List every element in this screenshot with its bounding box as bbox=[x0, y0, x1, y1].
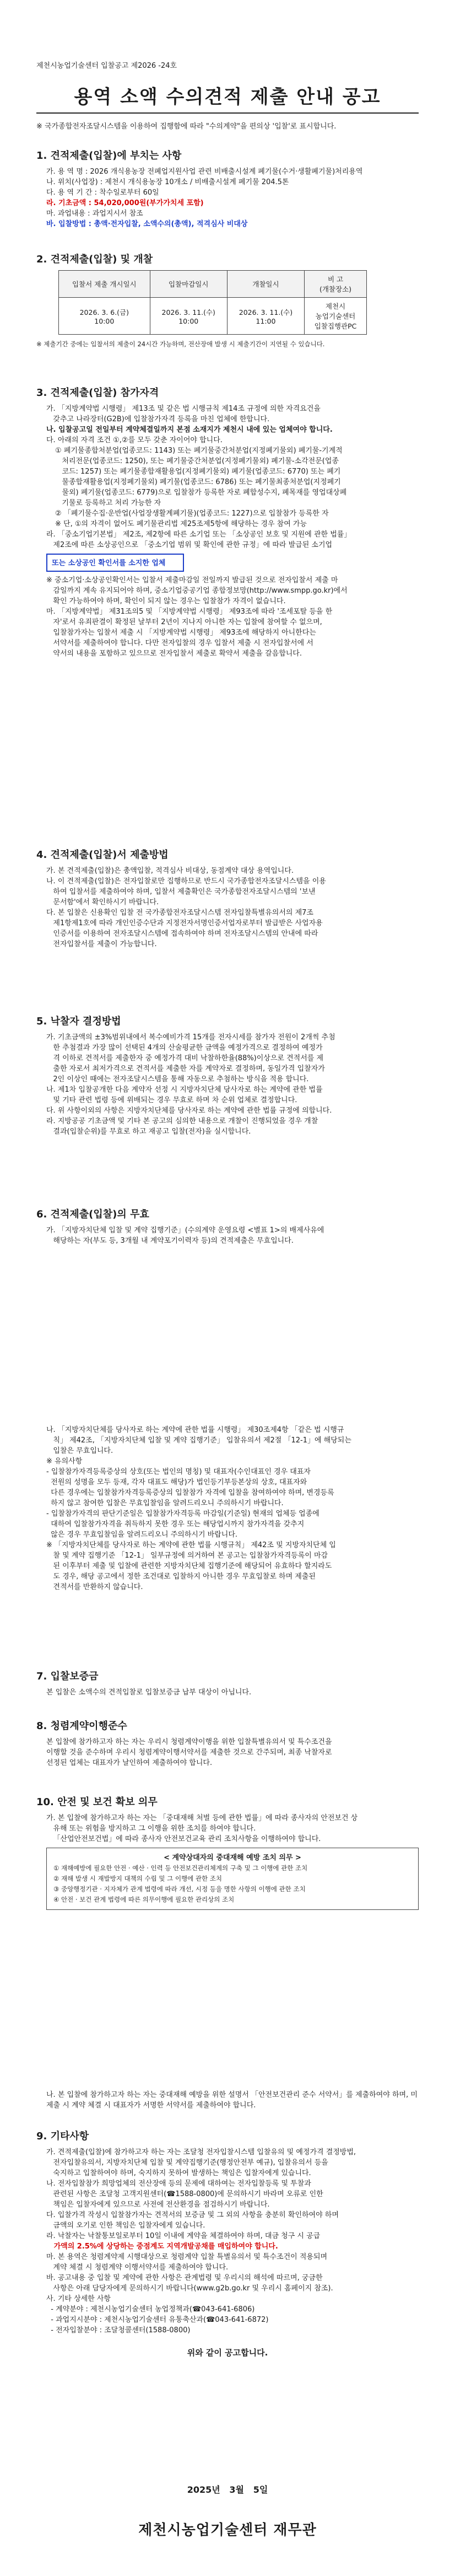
s6-line: 가. 「지방자치단체 입찰 및 계약 집행기준」(수의계약 운영요령 <별표 1>의 배제사유에 bbox=[46, 1226, 324, 1235]
safety-box-item: ④ 안전 · 보건 관계 법령에 따른 의무이행에 필요한 관리상의 조치 bbox=[53, 1896, 235, 1903]
s3-line: ① 폐기물종합처분업(업종코드: 1143) 또는 폐기물중간처분업(지정폐기물외) 폐기물-기계적 bbox=[55, 447, 343, 455]
schedule-table bbox=[58, 270, 367, 335]
s6-line2: ※ 「지방자치단체를 당사자로 하는 계약에 관한 법률 시행규칙」 제42조 및 지방자치단체 입 bbox=[46, 1541, 336, 1549]
s6-line2: 전원의 성명을 모두 등재, 각자 대표도 해당)가 법인등기부등본상의 상호, 대표자와 bbox=[46, 1478, 307, 1486]
section-6-continued bbox=[36, 1425, 419, 1592]
s4-line: 인증서를 이용하여 전자조달시스템에 접속하여야 하며 전자조달시스템의 안내에 따라 bbox=[46, 930, 318, 938]
section-4-title: 4. 견적제출(입찰)서 제출방법 bbox=[36, 849, 169, 861]
title-divider bbox=[36, 112, 419, 114]
s9-line: - 계약분야 : 제천시농업기술센터 농업정책과(☎043-641-6806) bbox=[46, 2305, 255, 2314]
schedule-header: 개찰일시 bbox=[227, 271, 304, 298]
s7-line: 본 입찰은 소액수의 견적입찰로 입찰보증금 납부 대상이 아닙니다. bbox=[46, 1688, 252, 1697]
s3-line: 기물로 등록하고 처리 가능한 자 bbox=[55, 499, 161, 507]
s9-line: 금액의 오기로 인한 책임은 입찰자에게 있습니다. bbox=[46, 2221, 205, 2230]
s5-line: 격 이하로 견적서를 제출한자 중 예정가격 대비 낙찰하한율(88%)이상으로 견적서를 제 bbox=[46, 1054, 324, 1062]
section-3 bbox=[36, 385, 419, 659]
section-6-title: 6. 견적제출(입찰)의 무효 bbox=[36, 1209, 149, 1220]
safety-box-title: < 계약상대자의 중대재해 예방 조치 의무 > bbox=[164, 1854, 301, 1862]
s3-boxed-text: 또는 소상공인 확인서를 소지한 업체 bbox=[52, 559, 166, 567]
section-8-title: 8. 청렴계약이행준수 bbox=[36, 1720, 127, 1732]
s4-line: 나. 이 견적제출(입찰)은 전자입찰로만 집행하므로 반드시 국가종합전자조달시스템을 이용 bbox=[46, 877, 326, 886]
notice-number: 제천시농업기술센터 입찰공고 제2026 -24호 bbox=[36, 62, 177, 70]
s9-line: 나. 전자입찰참가 희망업체의 전산장애 등의 문제에 대하여는 전자입찰등록 및 투찰과 bbox=[46, 2180, 311, 2188]
section-9 bbox=[36, 2128, 419, 2358]
s5-line: 및 기타 관련 법령 등에 위배되는 경우 무효로 하며 차 순위 업체로 결정합니다. bbox=[46, 1096, 297, 1104]
s6-line2: 대하여 입찰참가자격을 취득하지 못한 경우 또는 해당업시까지 참가자격을 갖추지 bbox=[46, 1520, 305, 1528]
section-10 bbox=[36, 1794, 419, 1913]
s3-line: 물종합재활용업(지정폐기물외) 폐기물(업종코드: 6786) 또는 폐기물최종처분업(지정폐기 bbox=[55, 478, 341, 486]
s3-line: 제2조에 따른 소상공인으로 「중소기업 범위 및 확인에 관한 규정」에 따라 발급된 소기업 bbox=[46, 541, 333, 549]
s9-line: - 과업지시분야 : 제천시농업기술센터 유통축산과(☎043-641-6872) bbox=[46, 2316, 269, 2324]
s10-line: 「산업안전보건법」에 따라 종사자 안전보건교육 관리 조치사항을 이행하여야 합니다. bbox=[46, 1835, 321, 1843]
s9-line: 전자입찰유의서, 지방자치단체 입찰 및 계약집행기준(행정안전부 예규), 입찰유의서 등을 bbox=[46, 2159, 328, 2167]
s3-line: 물외) 폐기물(업종코드: 6779)으로 입찰참가 등록한 자로 폐합성수지, 폐목재를 영업대상폐 bbox=[55, 489, 347, 497]
s3-line: 다. 아래의 자격 조건 ①,②를 모두 갖춘 자이어야 합니다. bbox=[46, 436, 223, 444]
s1-contract-method: 바. 입찰방법 : 총액·전자입찰, 소액수의(총액), 적격심사 비대상 bbox=[46, 220, 248, 228]
s5-line: 라. 지방공공 기초금액 및 기타 본 공고의 심의한 내용으로 개찰이 진행되었을 경우 개찰 bbox=[46, 1117, 318, 1125]
s3-line: 나. 입찰공고일 전일부터 계약체결일까지 본점 소재지가 제천시 내에 있는 업체여야 합니다. bbox=[46, 426, 333, 434]
intro-note: ※ 국가종합전자조달시스템을 이용하여 집행함에 따라 "수의계약"을 편의상 '입찰'로 표시합니다. bbox=[36, 122, 337, 131]
s3-line: 라. 「중소기업기본법」 제2조, 제2항에 따른 소기업 또는 「소상공인 보호 및 지원에 관한 법률」 bbox=[46, 530, 351, 539]
s5-line: 한 추첨결과 가장 많이 선택된 4개의 산술평균한 금액을 예정가격으로 결정하여 예정가 bbox=[46, 1044, 323, 1052]
s1-item: 나. 위치(사업장) : 제천시 개식용농장 10개소 / 비배출시설계 폐기물 204.5톤 bbox=[46, 178, 289, 186]
section-10-title: 10. 안전 및 보건 확보 의무 bbox=[36, 1796, 158, 1808]
s3-line2: 자'로서 유죄판결이 확정된 날부터 2년이 지나지 아니한 자는 입찰에 참여할 수 없으며, bbox=[46, 618, 322, 626]
s4-line: 다. 본 입찰은 신용확인 입찰 전 국가종합전자조달시스템 전자입찰특별유의서의 제7조 bbox=[46, 909, 313, 917]
schedule-cell: 2026. 3. 11.(수) 11:00 bbox=[227, 298, 304, 335]
s6-line2: 않은 경우 무효입찰임을 알려드리오니 주의하시기 바랍니다. bbox=[46, 1531, 238, 1539]
page-title: 용역 소액 수의견적 제출 안내 공고 bbox=[74, 86, 381, 108]
s6-line2: 찰 및 계약 집행기준 「12-1」 일부규정에 의거하여 본 공고는 입찰참가자격등록이 마감 bbox=[46, 1552, 328, 1560]
s9-line: 라. 낙찰자는 낙찰통보일로부터 10일 이내에 계약을 체결하여야 하며, 대금 청구 시 공급 bbox=[46, 2232, 321, 2240]
s1-price-line bbox=[36, 198, 419, 208]
section-2 bbox=[36, 251, 419, 350]
s9-line: 마. 본 용역은 청렴계약제 시행대상으로 청렴계약 입찰 특별유의서 및 특수조건이 적용되며 bbox=[46, 2253, 328, 2261]
s4-line: 제1항제1호에 따라 개인인증수단과 지정전자서명인증서업자로부터 발급받은 사업자용 bbox=[46, 919, 323, 927]
schedule-cell: 제천시 농업기술센터 입찰집행관PC bbox=[305, 298, 367, 335]
section-1 bbox=[36, 148, 419, 229]
closing-statement: 위와 같이 공고합니다. bbox=[187, 2348, 268, 2358]
schedule-header: 비 고 (개찰장소) bbox=[305, 271, 367, 298]
s3-line2: ※ 중소기업·소상공인확인서는 입찰서 제출마감일 전일까지 발급된 것으로 전자입찰서 제출 마 bbox=[46, 576, 338, 584]
s10-line: 가. 본 입찰에 참가하고자 하는 자는 「중대재해 처벌 등에 관한 법률」에 따라 종사자의 안전보건 상 bbox=[46, 1814, 358, 1822]
s5-line: 가. 기초금액의 ±3%범위내에서 복수예비가격 15개를 전자시세를 참가자 전원이 2개씩 추첨 bbox=[46, 1033, 335, 1042]
s9-line: - 전자입찰분야 : 조달청콜센터(1588-0800) bbox=[46, 2326, 191, 2334]
section-9-title: 9. 기타사항 bbox=[36, 2130, 89, 2142]
s6-line2: 입찰은 무효입니다. bbox=[46, 1447, 113, 1455]
s5-line: 출한 자로서 최저가격으로 견적서를 제출한 자를 계약자로 결정하며, 동일가격 입찰자가 bbox=[46, 1065, 325, 1073]
s5-line: 결과(입찰순위)를 무효로 하고 재공고 입찰(전자)을 실시합니다. bbox=[46, 1128, 251, 1136]
issuer-name: 제천시농업기술센터 재무관 bbox=[138, 2522, 317, 2539]
section-2-title: 2. 견적제출(입찰) 및 개찰 bbox=[36, 254, 153, 265]
s6-line2: - 입찰참가자격의 판단기준일은 입찰참가자격등록 마감일(기준일) 현재의 업체등 업종에 bbox=[46, 1510, 319, 1518]
s3-line: ※ 단, ①의 자격이 없어도 폐기물관리법 제25조제5항에 해당하는 경우 참여 가능 bbox=[55, 520, 307, 528]
s6-line2: 나. 「지방자치단체를 당사자로 하는 계약에 관한 법률 시행령」 제30조제4항 「같은 법 시행규 bbox=[46, 1426, 344, 1434]
s1-item: 다. 용 역 기 간 : 착수일로부터 60일 bbox=[46, 189, 159, 197]
s3-highlight-box bbox=[46, 554, 184, 572]
s6-line2: 다른 경우에는 입찰참가자격등록증상의 입찰참가 자격에 입찰을 참여하여야 하며, 변경등록 bbox=[46, 1489, 334, 1497]
s3-line2: 마. 「지방계약법」 제31조의5 및 「지방계약법 시행령」 제93조에 따라 '조세포탈 등을 한 bbox=[46, 608, 333, 616]
s2-note: ※ 제출기간 중에는 입찰서의 제출이 24시간 가능하며, 전산장애 발생 시 제출기간이 지연될 수 있습니다. bbox=[36, 340, 325, 348]
s6-line2: 도 경우, 해당 공고에서 정한 조건대로 입찰하지 아니한 경우 무효입찰로 하며 제출된 bbox=[46, 1573, 316, 1581]
s4-line: 하여 입찰서를 제출하여야 하며, 입찰서 제출확인은 국가종합전자조달시스템의 '보낸 bbox=[46, 888, 316, 896]
safety-box-item: ③ 중앙행정기관 · 지자체가 관계 법령에 따라 개선, 시정 등을 명한 사항의 이행에 관한 조치 bbox=[53, 1885, 306, 1893]
section-8 bbox=[36, 1718, 419, 1768]
s3-line: 가. 「지방계약법 시행령」 제13조 및 같은 법 시행규칙 제14조 규정에 의한 자격요건을 bbox=[46, 405, 321, 413]
s3-line2: 약서의 내용을 포함하고 있으므로 전자입찰서 제출로 확약서 제출을 갈음합니다. bbox=[46, 650, 302, 658]
section-5 bbox=[36, 1013, 419, 1137]
s3-line: ② 「폐기물수집·운반업(사업장생활계폐기물)(업종코드: 1227)으로 입찰참가 등록한 자 bbox=[55, 509, 329, 518]
section-6 bbox=[36, 1206, 419, 1246]
s6-line: 해당하는 자(부도 등, 3개월 내 계약포기이력자 등)의 견적제출은 무효입니다. bbox=[46, 1237, 294, 1245]
s3-line2: 서약서를 제출하여야 합니다. 다만 전자입찰의 경우 입찰서 제출 시 전자입찰서에 서 bbox=[46, 639, 313, 647]
s1-item: 가. 용 역 명 : 2026 개식용농장 전폐업지원사업 관련 비배출시설계 폐기물(수거·생활폐기물)처리용역 bbox=[46, 168, 363, 176]
s9-line: 다. 입찰가격 작성시 입찰참가자는 견적서의 보증금 및 그 외의 사항을 충분히 확인하여야 하며 bbox=[46, 2211, 339, 2219]
s3-line: 코드: 1257) 또는 폐기물종합재활용업(지정폐기물외) 폐기물(업종코드: 6770) 또는 폐기 bbox=[55, 468, 341, 476]
s3-line: 처리전문(업종코드: 1250), 또는 폐기물중간처분업(지정폐기물외) 폐기물-소각전문(업종 bbox=[55, 457, 339, 465]
s6-line2: ※ 유의사항 bbox=[46, 1457, 83, 1466]
schedule-cell: 2026. 3. 6.(금) 10:00 bbox=[59, 298, 150, 335]
s5-line: 다. 위 사항이외의 사항은 지방자치단체를 당사자로 하는 계약에 관한 법률 규정에 의합니다. bbox=[46, 1107, 332, 1115]
schedule-header: 입찰서 제출 개시일시 bbox=[59, 271, 150, 298]
s3-line2: 확인 가능하여야 하며, 확인이 되지 않는 경우는 입찰참가 자격이 없습니다. bbox=[46, 597, 286, 605]
schedule-header: 입찰마감일시 bbox=[150, 271, 227, 298]
safety-duty-box bbox=[46, 1848, 419, 1910]
s8-line: 이행할 것을 준수하며 우리시 청렴계약이행서약서를 제출한 것으로 간주되며, 최종 낙찰자로 bbox=[46, 1748, 332, 1757]
s9-line: 가. 견적제출(입찰)에 참가하고자 하는 자는 조달청 전자입찰시스템 입찰유의 및 예정가격 결정방법, bbox=[46, 2148, 356, 2156]
s9-line: 숙지하고 입찰하여야 하며, 숙지하지 못하여 발생하는 책임은 입찰자에게 있습니다. bbox=[46, 2169, 311, 2177]
s10-after: 나. 본 입찰에 참가하고자 하는 자는 중대재해 예방을 위한 설명서 「안전보건관리 준수 서약서」를 제출하여야 하며, 미제출 시 계약 체결 시 대표자가 서명한 서약서를 제출하여야 합니다. bbox=[46, 2091, 418, 2110]
s9-line: 사. 기타 상세한 사항 bbox=[46, 2295, 111, 2303]
s9-line: 관련된 사항은 조달청 고객지원센터(☎1588-0800)에 문의하시기 바라며 오류로 인한 bbox=[46, 2190, 323, 2198]
s4-line: 가. 본 견적제출(입찰)은 총액입찰, 적격심사 비대상, 동점계약 대상 용역입니다. bbox=[46, 867, 294, 875]
s3-line2: 감일까지 계속 유지되어야 하며, 중소기업중공기업 종합정보망(http://www.smpp.go.kr)에서 bbox=[46, 587, 348, 595]
safety-box-item: ① 재해예방에 필요한 안전 · 예산 · 인력 등 안전보건관리체계의 구축 및 그 이행에 관한 조치 bbox=[53, 1864, 308, 1872]
s8-line: 선정된 업체는 대표자가 날인하여 제출하여야 합니다. bbox=[46, 1759, 213, 1767]
s4-line: 문서함'에서 확인하시기 바랍니다. bbox=[46, 898, 159, 906]
s9-line: 책임은 입찰자에게 있으므로 사전에 전산환경을 점검하시기 바랍니다. bbox=[46, 2201, 270, 2209]
s5-line: 2인 이상인 때에는 전자조달시스템을 통해 자동으로 추첨하는 방식을 적용 합니다. bbox=[46, 1075, 309, 1083]
s5-line: 나. 제1차 입찰공개한 다음 계약자 선정 시 지방자치단체 당사자로 하는 계약에 관한 법률 bbox=[46, 1086, 323, 1094]
s4-line: 전자입찰서를 제출이 가능합니다. bbox=[46, 940, 157, 948]
price-label: 라. 기초금액 : bbox=[46, 199, 94, 207]
s6-line2: - 입찰참가자격등록증상의 상호(또는 법인의 명칭) 및 대표자(수인대표인 경우 대표자 bbox=[46, 1468, 311, 1476]
s6-line2: 견적서를 반환하지 않습니다. bbox=[46, 1583, 143, 1591]
s10-line: 유해 또는 위험을 방지하고 그 이행을 위한 조치를 하여야 합니다. bbox=[46, 1824, 256, 1833]
section-4 bbox=[36, 847, 419, 949]
section-5-title: 5. 낙찰자 결정방법 bbox=[36, 1016, 121, 1027]
section-7-title: 7. 입찰보증금 bbox=[36, 1671, 99, 1682]
s9-line: 바. 공고내용 중 입찰 및 계약에 관한 사항은 관계법령 및 우리시의 해석에 따르며, 궁금한 bbox=[46, 2274, 323, 2282]
s3-line2: 입찰참가자는 입찰서 제출 시 「지방계약법 시행령」 제93조에 해당하지 아니한다는 bbox=[46, 629, 316, 637]
s8-line: 본 입찰에 참가하고자 하는 자는 우리시 청렴계약이행을 위한 입찰특별유의서 및 특수조건을 bbox=[46, 1738, 332, 1746]
s9-line: 가액의 2.5%에 상당하는 중점계도 지역개발공채를 매입하여야 합니다. bbox=[46, 2242, 278, 2251]
s1-method: 마. 과업내용 : 과업지시서 참조 bbox=[46, 210, 143, 218]
s6-line2: 된 이후부터 제출 및 입찰에 관련한 지방자치단체 집행기준에 해당되어 유효하다 할지라도 bbox=[46, 1562, 332, 1570]
s9-line: 사항은 아래 담당자에게 문의하시기 바랍니다(www.g2b.go.kr 및 우리시 홈페이지 참조). bbox=[46, 2284, 333, 2293]
section-1-title: 1. 견적제출(입찰)에 부치는 사항 bbox=[36, 150, 182, 162]
notice-date: 2025년 3월 5일 bbox=[187, 2484, 268, 2495]
section-3-title: 3. 견적제출(입찰) 참가자격 bbox=[36, 387, 159, 399]
section-10-continued bbox=[36, 2090, 419, 2111]
safety-box-item: ② 재해 발생 시 재발방지 대책의 수립 및 그 이행에 관한 조치 bbox=[53, 1875, 223, 1882]
s6-line2: 하지 않고 참여한 입찰은 무효입찰임을 알려드리오니 주의하시기 바랍니다. bbox=[46, 1499, 284, 1507]
base-price: 54,020,000원(부가가치세 포함) bbox=[94, 199, 204, 207]
s3-line: 갖추고 나라장터(G2B)에 입찰참가자격 등록을 마친 업체에 한합니다. bbox=[46, 415, 270, 423]
section-7 bbox=[36, 1668, 419, 1698]
s6-line2: 칙」 제42조, 「지방자치단체 입찰 및 계약 집행기준」 입찰유의서 제2절 「12-1」에 해당되는 bbox=[46, 1436, 351, 1445]
schedule-cell: 2026. 3. 11.(수) 10:00 bbox=[150, 298, 227, 335]
s9-line: 계약 체결 시 청렴계약 이행서약서를 제출하여야 합니다. bbox=[46, 2263, 229, 2272]
